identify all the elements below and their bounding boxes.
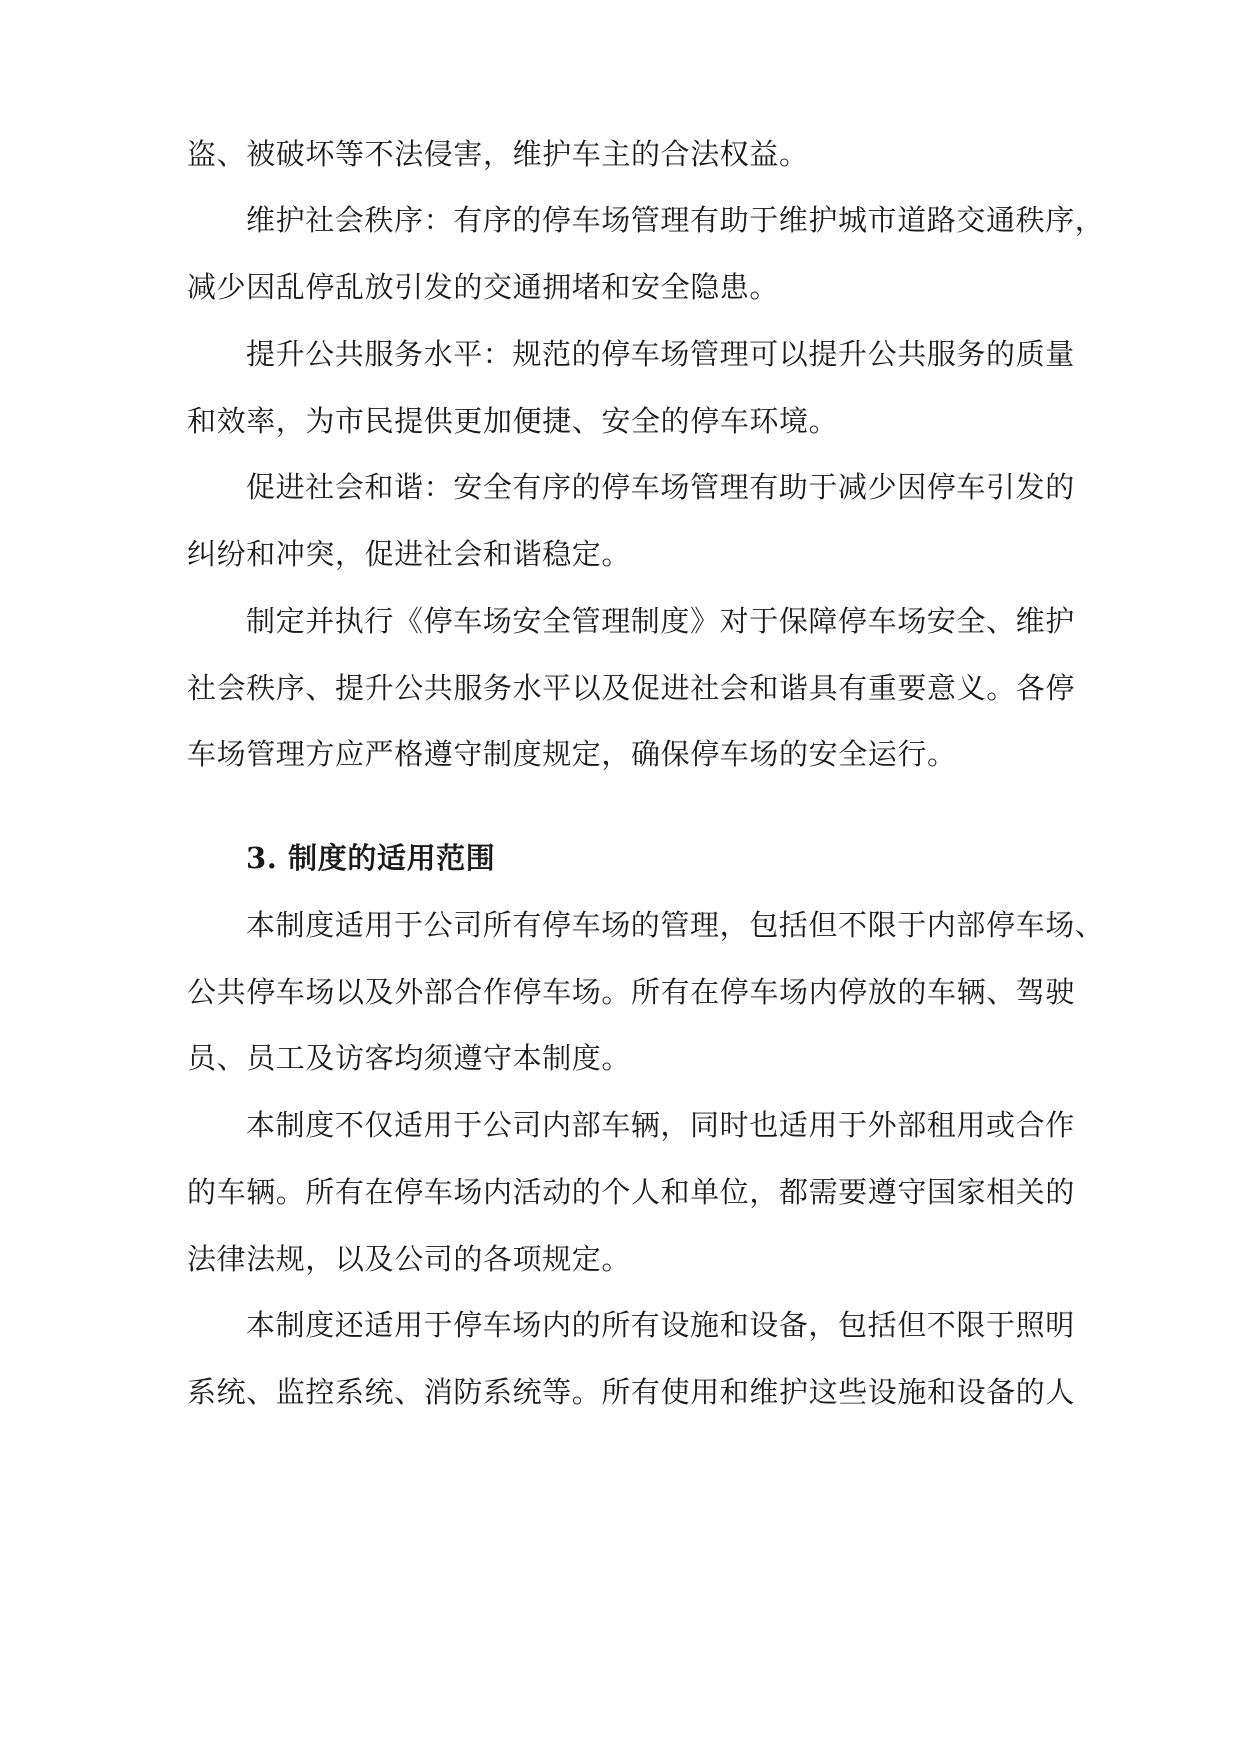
paragraph-line: 盗、被破坏等不法侵害，维护车主的合法权益。 bbox=[187, 137, 809, 171]
paragraph-line: 本制度适用于公司所有停车场的管理，包括但不限于内部停车场、 bbox=[246, 908, 1105, 942]
paragraph-line: 维护社会秩序：有序的停车场管理有助于维护城市道路交通秩序， bbox=[246, 203, 1105, 237]
paragraph-line: 纠纷和冲突，促进社会和谐稳定。 bbox=[187, 537, 632, 571]
paragraph-line: 员、员工及访客均须遵守本制度。 bbox=[187, 1041, 632, 1075]
paragraph-line: 法律法规，以及公司的各项规定。 bbox=[187, 1242, 632, 1276]
paragraph-line: 车场管理方应严格遵守制度规定，确保停车场的安全运行。 bbox=[187, 737, 957, 771]
section-heading: 3. 制度的适用范围 bbox=[246, 841, 496, 875]
paragraph-line: 减少因乱停乱放引发的交通拥堵和安全隐患。 bbox=[187, 270, 780, 304]
paragraph-line: 本制度不仅适用于公司内部车辆，同时也适用于外部租用或合作 bbox=[246, 1108, 1075, 1142]
paragraph-line: 本制度还适用于停车场内的所有设施和设备，包括但不限于照明 bbox=[246, 1308, 1075, 1342]
paragraph-line: 提升公共服务水平：规范的停车场管理可以提升公共服务的质量 bbox=[246, 337, 1075, 371]
paragraph-line: 制定并执行《停车场安全管理制度》对于保障停车场安全、维护 bbox=[246, 604, 1075, 638]
paragraph-line: 促进社会和谐：安全有序的停车场管理有助于减少因停车引发的 bbox=[246, 470, 1075, 504]
paragraph-line: 的车辆。所有在停车场内活动的个人和单位，都需要遵守国家相关的 bbox=[187, 1175, 1076, 1209]
paragraph-line: 系统、监控系统、消防系统等。所有使用和维护这些设施和设备的人 bbox=[187, 1375, 1076, 1409]
paragraph-line: 和效率，为市民提供更加便捷、安全的停车环境。 bbox=[187, 404, 839, 438]
paragraph-line: 社会秩序、提升公共服务水平以及促进社会和谐具有重要意义。各停 bbox=[187, 671, 1076, 705]
paragraph-line: 公共停车场以及外部合作停车场。所有在停车场内停放的车辆、驾驶 bbox=[187, 975, 1076, 1009]
